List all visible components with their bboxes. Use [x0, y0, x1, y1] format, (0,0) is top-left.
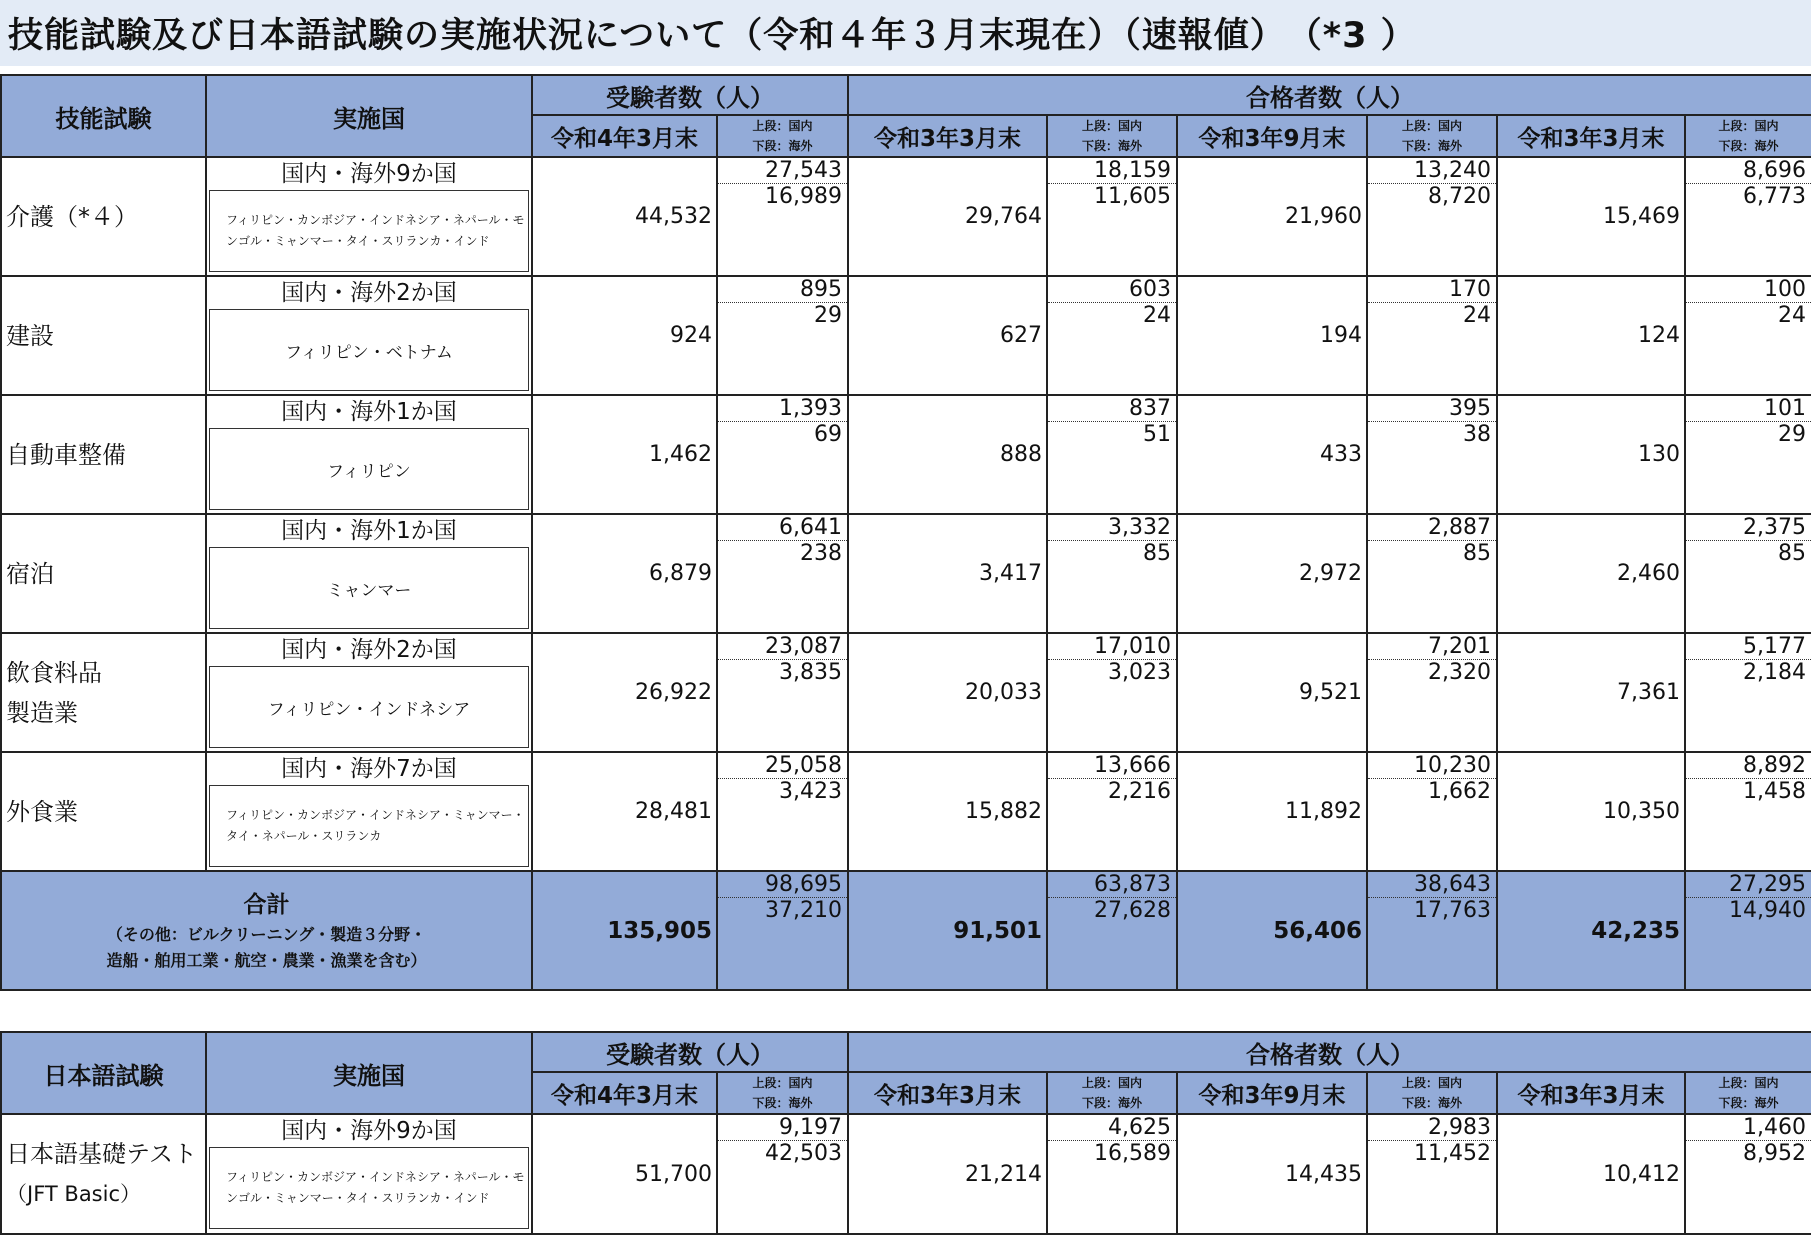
- note-header: 上段：国内 下段：海外: [717, 115, 848, 157]
- pass-total-r3-9: 9,521: [1177, 633, 1367, 752]
- pass-split: 2,983 11,452: [1367, 1114, 1497, 1234]
- test-name: 日本語基礎テスト （JFT Basic）: [1, 1114, 206, 1234]
- skill-name: 飲食料品 製造業: [1, 633, 206, 752]
- period-header-p1: 令和3年3月末: [848, 1072, 1047, 1114]
- pass-split: 38,643 17,763: [1367, 871, 1497, 990]
- pass-split: 2,887 85: [1367, 514, 1497, 633]
- pass-total-r3-3: 91,501: [848, 871, 1047, 990]
- pass-split: 2,375 85: [1685, 514, 1811, 633]
- exam-split: 23,087 3,835: [717, 633, 848, 752]
- pass-total-r3-9: 21,960: [1177, 157, 1367, 276]
- exam-split: 27,543 16,989: [717, 157, 848, 276]
- passers-header: 合格者数（人）: [848, 75, 1811, 115]
- pass-split: 10,230 1,662: [1367, 752, 1497, 871]
- pass-split: 8,892 1,458: [1685, 752, 1811, 871]
- period-header-p2: 令和3年9月末: [1177, 115, 1367, 157]
- pass-total-r3-3: 888: [848, 395, 1047, 514]
- exam-total: 1,462: [532, 395, 717, 514]
- pass-split: 63,873 27,628: [1047, 871, 1177, 990]
- pass-split: 7,201 2,320: [1367, 633, 1497, 752]
- pass-total-r3-3b: 10,350: [1497, 752, 1685, 871]
- note-header: 上段：国内 下段：海外: [717, 1072, 848, 1114]
- pass-split: 13,666 2,216: [1047, 752, 1177, 871]
- country-list: フィリピン・カンボジア・インドネシア・ネパール・モンゴル・ミャンマー・タイ・スリランカ・インド: [209, 1147, 529, 1229]
- page-title: 技能試験及び日本語試験の実施状況について（令和４年３月末現在）（速報値） （*3 ）: [8, 16, 1417, 56]
- skill-test-header: 技能試験: [1, 75, 206, 157]
- exam-split: 6,641 238: [717, 514, 848, 633]
- pass-split: 13,240 8,720: [1367, 157, 1497, 276]
- country-cell: [206, 395, 532, 514]
- skill-name: 宿泊: [1, 514, 206, 633]
- pass-total-r3-9: 194: [1177, 276, 1367, 395]
- country-list: フィリピン・カンボジア・インドネシア・ネパール・モンゴル・ミャンマー・タイ・スリランカ・インド: [209, 190, 529, 272]
- pass-total-r3-3b: 2,460: [1497, 514, 1685, 633]
- exam-total: 135,905: [532, 871, 717, 990]
- pass-split: 5,177 2,184: [1685, 633, 1811, 752]
- exam-split: 9,197 42,503: [717, 1114, 848, 1234]
- examinees-header: 受験者数（人）: [532, 75, 848, 115]
- period-header-p3: 令和3年3月末: [1497, 115, 1685, 157]
- pass-total-r3-3: 29,764: [848, 157, 1047, 276]
- period-header-p1: 令和3年3月末: [848, 115, 1047, 157]
- country-cell: [206, 514, 532, 633]
- country-cell: [206, 157, 532, 276]
- pass-total-r3-3b: 42,235: [1497, 871, 1685, 990]
- pass-total-r3-9: 2,972: [1177, 514, 1367, 633]
- country-count: 国内・海外9か国: [281, 161, 457, 187]
- skill-name: 建設: [1, 276, 206, 395]
- pass-total-r3-3b: 15,469: [1497, 157, 1685, 276]
- examinees-header: 受験者数（人）: [532, 1032, 848, 1072]
- table-row: [1, 752, 1811, 871]
- exam-split: 98,695 37,210: [717, 871, 848, 990]
- note-header: 上段：国内 下段：海外: [1367, 115, 1497, 157]
- exam-total: 26,922: [532, 633, 717, 752]
- exam-total: 6,879: [532, 514, 717, 633]
- table-row: [1, 1114, 1811, 1234]
- pass-split: 18,159 11,605: [1047, 157, 1177, 276]
- country-list: フィリピン・インドネシア: [209, 666, 529, 748]
- pass-split: 17,010 3,023: [1047, 633, 1177, 752]
- table-row: [1, 157, 1811, 276]
- country-list: フィリピン・カンボジア・インドネシア・ミャンマー・タイ・ネパール・スリランカ: [209, 785, 529, 867]
- skill-name: 外食業: [1, 752, 206, 871]
- japanese-test-header: 日本語試験: [1, 1032, 206, 1114]
- country-count: 国内・海外1か国: [281, 518, 457, 544]
- country-header: 実施国: [206, 75, 532, 157]
- exam-total: 51,700: [532, 1114, 717, 1234]
- note-header: 上段：国内 下段：海外: [1685, 115, 1811, 157]
- period-header-exam: 令和4年3月末: [532, 1072, 717, 1114]
- pass-split: 837 51: [1047, 395, 1177, 514]
- pass-total-r3-9: 14,435: [1177, 1114, 1367, 1234]
- pass-split: 395 38: [1367, 395, 1497, 514]
- pass-split: 101 29: [1685, 395, 1811, 514]
- period-header-exam: 令和4年3月末: [532, 115, 717, 157]
- pass-split: 27,295 14,940: [1685, 871, 1811, 990]
- skill-name: 介護（*４）: [1, 157, 206, 276]
- country-count: 国内・海外2か国: [281, 637, 457, 663]
- pass-split: 4,625 16,589: [1047, 1114, 1177, 1234]
- country-cell: [206, 276, 532, 395]
- pass-total-r3-9: 11,892: [1177, 752, 1367, 871]
- total-label: 合計 （その他：ビルクリーニング・製造３分野・ 造船・舶用工業・航空・農業・漁業を含む）: [1, 871, 532, 990]
- country-cell: [206, 752, 532, 871]
- period-header-p2: 令和3年9月末: [1177, 1072, 1367, 1114]
- country-count: 国内・海外1か国: [281, 399, 457, 425]
- pass-total-r3-3b: 124: [1497, 276, 1685, 395]
- country-count: 国内・海外2か国: [281, 280, 457, 306]
- pass-total-r3-3: 21,214: [848, 1114, 1047, 1234]
- pass-split: 1,460 8,952: [1685, 1114, 1811, 1234]
- table-row: [1, 395, 1811, 514]
- note-header: 上段：国内 下段：海外: [1047, 115, 1177, 157]
- country-cell: [206, 1114, 532, 1234]
- exam-total: 44,532: [532, 157, 717, 276]
- japanese-test-table: [0, 1031, 1811, 1235]
- table-row: [1, 276, 1811, 395]
- period-header-p3: 令和3年3月末: [1497, 1072, 1685, 1114]
- exam-split: 1,393 69: [717, 395, 848, 514]
- pass-split: 8,696 6,773: [1685, 157, 1811, 276]
- country-list: フィリピン・ベトナム: [209, 309, 529, 391]
- pass-total-r3-3: 20,033: [848, 633, 1047, 752]
- pass-split: 603 24: [1047, 276, 1177, 395]
- pass-split: 3,332 85: [1047, 514, 1177, 633]
- country-cell: [206, 633, 532, 752]
- pass-total-r3-3: 627: [848, 276, 1047, 395]
- country-list: フィリピン: [209, 428, 529, 510]
- note-header: 上段：国内 下段：海外: [1367, 1072, 1497, 1114]
- exam-split: 25,058 3,423: [717, 752, 848, 871]
- table-row: [1, 633, 1811, 752]
- note-header: 上段：国内 下段：海外: [1685, 1072, 1811, 1114]
- pass-split: 170 24: [1367, 276, 1497, 395]
- pass-total-r3-3: 15,882: [848, 752, 1047, 871]
- skill-test-table: [0, 74, 1811, 991]
- country-count: 国内・海外7か国: [281, 756, 457, 782]
- total-row: [1, 871, 1811, 990]
- country-list: ミャンマー: [209, 547, 529, 629]
- note-header: 上段：国内 下段：海外: [1047, 1072, 1177, 1114]
- pass-total-r3-3b: 130: [1497, 395, 1685, 514]
- pass-total-r3-9: 433: [1177, 395, 1367, 514]
- exam-total: 924: [532, 276, 717, 395]
- exam-split: 895 29: [717, 276, 848, 395]
- pass-split: 100 24: [1685, 276, 1811, 395]
- exam-total: 28,481: [532, 752, 717, 871]
- country-header: 実施国: [206, 1032, 532, 1114]
- pass-total-r3-3b: 10,412: [1497, 1114, 1685, 1234]
- country-count: 国内・海外9か国: [281, 1118, 457, 1144]
- title-bar: [0, 0, 1811, 66]
- pass-total-r3-3: 3,417: [848, 514, 1047, 633]
- pass-total-r3-3b: 7,361: [1497, 633, 1685, 752]
- passers-header: 合格者数（人）: [848, 1032, 1811, 1072]
- table-row: [1, 514, 1811, 633]
- skill-name: 自動車整備: [1, 395, 206, 514]
- pass-total-r3-9: 56,406: [1177, 871, 1367, 990]
